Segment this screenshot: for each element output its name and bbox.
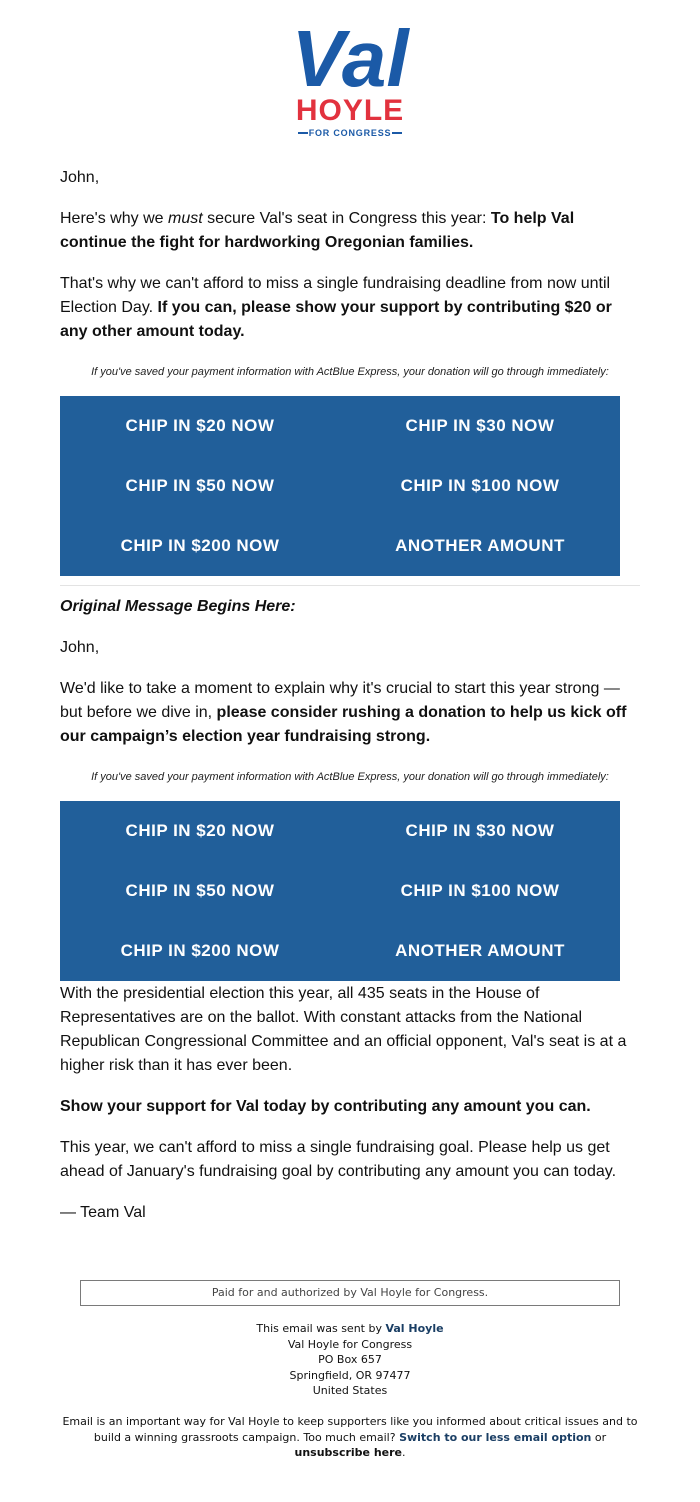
chip-in-30-button[interactable]: CHIP IN $30 NOW	[405, 416, 555, 435]
logo-tagline: FOR CONGRESS	[308, 128, 392, 138]
chip-in-30-button[interactable]: CHIP IN $30 NOW	[405, 821, 555, 840]
signoff: — Team Val	[60, 1204, 146, 1221]
intro-paragraph-1: Here's why we must secure Val's seat in Congress this year: To help Val continue the fight for hardworking Oregonian families.	[60, 210, 575, 251]
original-message-section	[60, 595, 640, 749]
address-line: Springfield, OR 97477	[289, 1368, 411, 1382]
original-paragraph-3: Show your support for Val today by contributing any amount you can.	[60, 1098, 591, 1115]
logo-name-surname: HOYLE	[295, 94, 405, 127]
another-amount-button[interactable]: ANOTHER AMOUNT	[395, 941, 565, 960]
chip-in-100-button[interactable]: CHIP IN $100 NOW	[400, 476, 560, 495]
unsubscribe-link[interactable]: unsubscribe here	[294, 1446, 403, 1459]
logo-name-script: Val	[291, 14, 409, 103]
original-paragraph-1: We'd like to take a moment to explain why it's crucial to start this year strong — but before we dive in, please consider rushing a donation to help us kick off our campaign’s election year fundraising strong.	[60, 680, 627, 745]
another-amount-button[interactable]: ANOTHER AMOUNT	[395, 536, 565, 555]
address-line: United States	[312, 1384, 388, 1397]
intro-paragraph-2: That's why we can't afford to miss a single fundraising deadline from now until Election Day. If you can, please show your support by contributing $20 or any other amount today.	[60, 275, 612, 340]
address-line: PO Box 657	[318, 1353, 382, 1366]
intro-section	[60, 166, 640, 344]
section-divider	[60, 585, 640, 586]
original-body	[60, 982, 640, 1225]
address-line: Val Hoyle for Congress	[287, 1337, 413, 1351]
donation-grid	[60, 396, 620, 576]
original-heading: Original Message Begins Here:	[60, 598, 296, 615]
less-email-link[interactable]: Switch to our less email option	[399, 1430, 592, 1444]
chip-in-100-button[interactable]: CHIP IN $100 NOW	[400, 881, 560, 900]
chip-in-50-button[interactable]: CHIP IN $50 NOW	[125, 476, 275, 495]
sender-address	[100, 1321, 600, 1399]
original-paragraph-2: With the presidential election this year, all 435 seats in the House of Representatives are on the ballot. With constant attacks from the National Republican Congressional Committee and an official opponent, Val's seat is at a higher risk than it has ever been.	[60, 985, 627, 1074]
original-paragraph-4: This year, we can't afford to miss a single fundraising goal. Please help us get ahead of January's fundraising goal by contributing any amount you can today.	[60, 1139, 617, 1180]
chip-in-20-button[interactable]: CHIP IN $20 NOW	[125, 416, 275, 435]
chip-in-20-button[interactable]: CHIP IN $20 NOW	[125, 821, 275, 840]
donation-grid-2	[60, 801, 620, 981]
paid-for-disclaimer: Paid for and authorized by Val Hoyle for Congress.	[80, 1280, 620, 1306]
original-greeting: John,	[60, 639, 100, 656]
email-legal-text: Email is an important way for Val Hoyle to keep supporters like you informed about critical issues and to build a winning grassroots campaign. Too much email? Switch to our less email option or unsubscribe here.	[62, 1415, 638, 1459]
actblue-note: If you've saved your payment information with ActBlue Express, your donation will go through immediately:	[91, 366, 609, 378]
chip-in-50-button[interactable]: CHIP IN $50 NOW	[125, 881, 275, 900]
chip-in-200-button[interactable]: CHIP IN $200 NOW	[120, 941, 280, 960]
sent-by-line: This email was sent by Val Hoyle	[256, 1322, 444, 1335]
actblue-note-2: If you've saved your payment information with ActBlue Express, your donation will go through immediately:	[91, 771, 609, 783]
intro-greeting: John,	[60, 169, 100, 186]
campaign-logo	[270, 10, 430, 142]
chip-in-200-button[interactable]: CHIP IN $200 NOW	[120, 536, 280, 555]
